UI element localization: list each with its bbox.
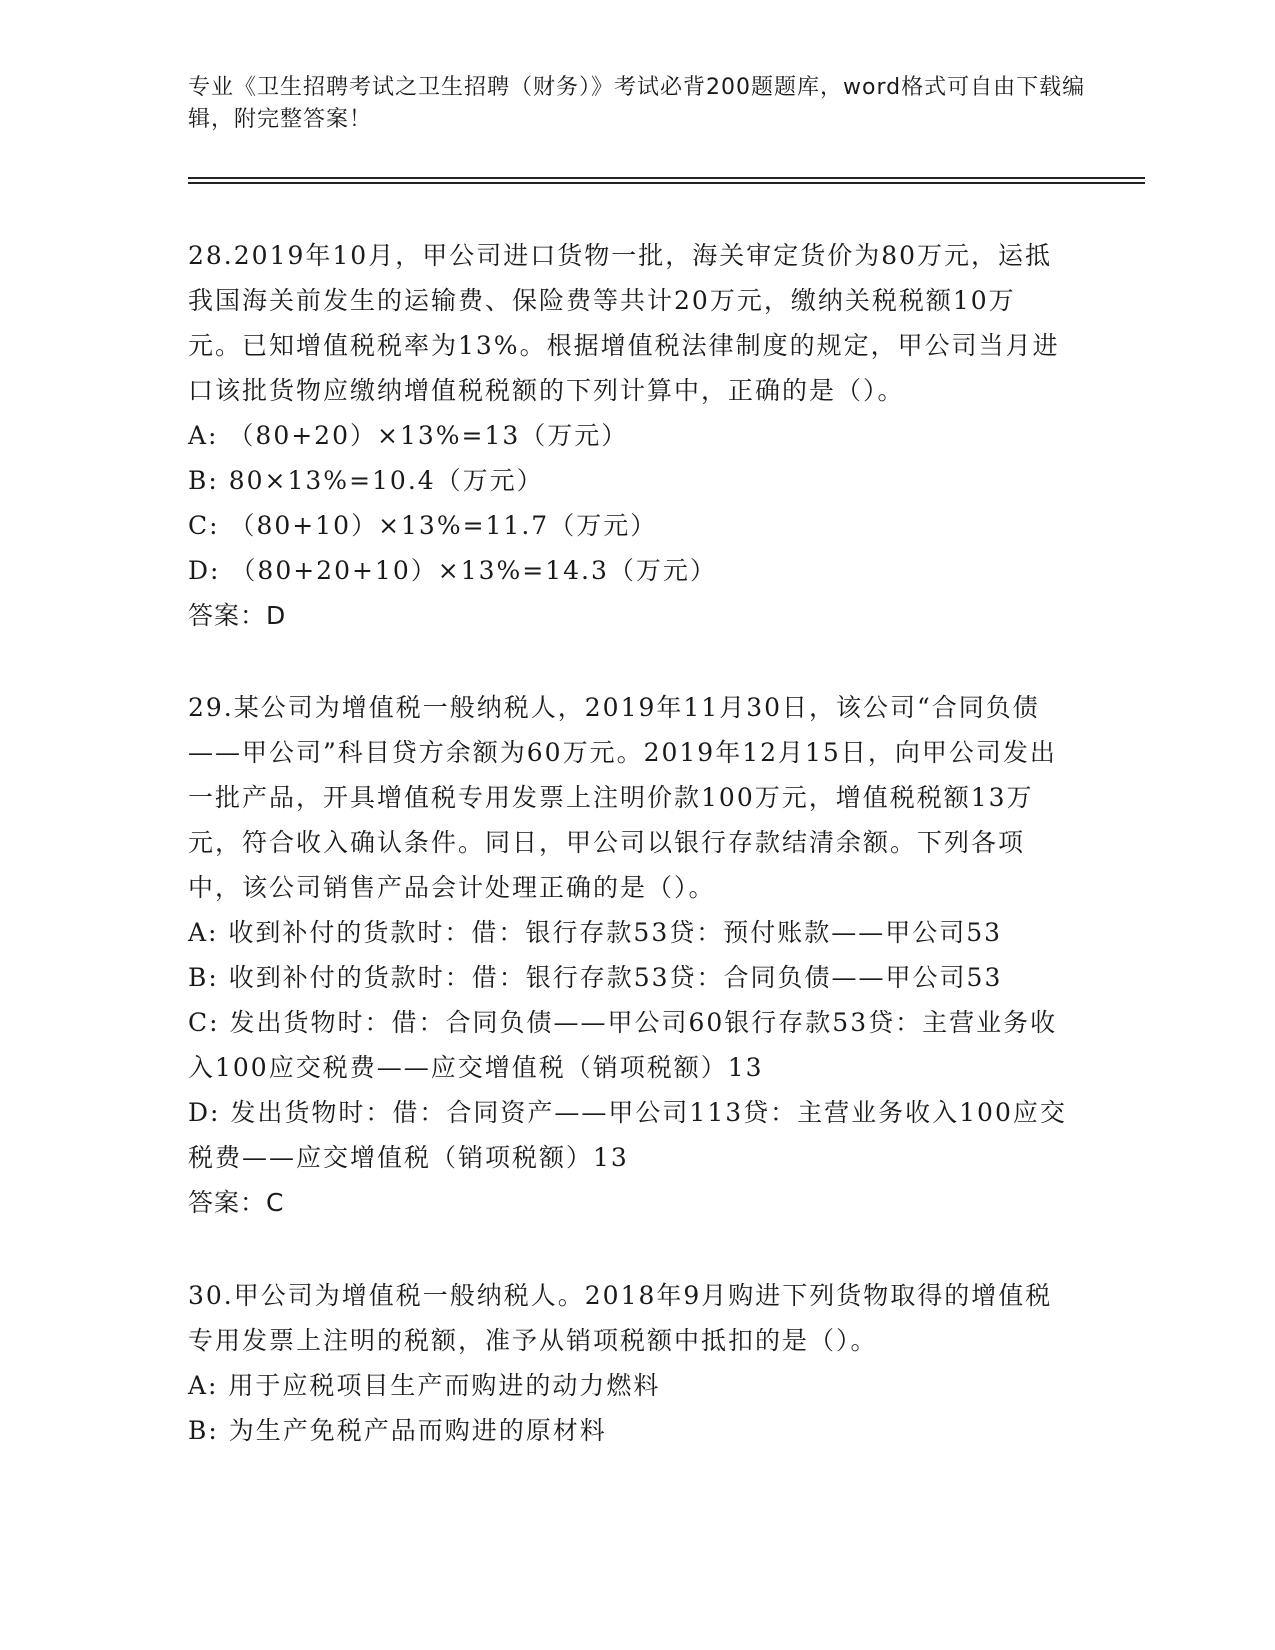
option-a: A: （80+20）×13%=13（万元） — [188, 421, 629, 450]
document-header: 专业《卫生招聘考试之卫生招聘（财务）》考试必背200题题库，word格式可自由下载编辑，附完整答案！ — [188, 75, 1086, 132]
option-a: A: 用于应税项目生产而购进的动力燃料 — [188, 1371, 661, 1400]
option-c: C: （80+10）×13%=11.7（万元） — [188, 511, 658, 540]
option-b: B: 80×13%=10.4（万元） — [188, 466, 544, 495]
question-stem: 29.某公司为增值税一般纳税人，2019年11月30日，该公司“合同负债——甲公司”科目贷方余额为60万元。2019年12月15日，向甲公司发出一批产品，开具增值税专用发票上注明价款100万元，增值税税额13万元，符合收入确认条件。同日，甲公司以银行存款结清余额。下列各项中，该公司销售产品会计处理正确的是（）。 — [188, 693, 1057, 902]
answer: 答案：D — [188, 601, 287, 630]
option-c: C: 发出货物时：借：合同负债——甲公司60银行存款53贷：主营业务收入100应交税费——应交增值税（销项税额）13 — [188, 1008, 1058, 1082]
option-d: D: 发出货物时：借：合同资产——甲公司113贷：主营业务收入100应交税费——应交增值税（销项税额）13 — [188, 1098, 1067, 1172]
option-b: B: 为生产免税产品而购进的原材料 — [188, 1416, 607, 1445]
question-28 — [188, 233, 1068, 638]
question-29 — [188, 685, 1068, 1225]
question-30 — [188, 1273, 1068, 1453]
answer: 答案：C — [188, 1188, 285, 1217]
question-stem: 30.甲公司为增值税一般纳税人。2018年9月购进下列货物取得的增值税专用发票上注明的税额，准予从销项税额中抵扣的是（）。 — [188, 1281, 1053, 1355]
question-stem: 28.2019年10月，甲公司进口货物一批，海关审定货价为80万元，运抵我国海关前发生的运输费、保险费等共计20万元，缴纳关税税额10万元。已知增值税税率为13%。根据增值税法律制度的规定，甲公司当月进口该批货物应缴纳增值税税额的下列计算中，正确的是（）。 — [188, 241, 1060, 405]
header-divider-top — [188, 177, 1145, 179]
header-divider-bottom — [188, 182, 1145, 184]
option-d: D: （80+20+10）×13%=14.3（万元） — [188, 556, 717, 585]
option-a: A: 收到补付的货款时：借：银行存款53贷：预付账款——甲公司53 — [188, 918, 1003, 947]
option-b: B: 收到补付的货款时：借：银行存款53贷：合同负债——甲公司53 — [188, 963, 1003, 992]
